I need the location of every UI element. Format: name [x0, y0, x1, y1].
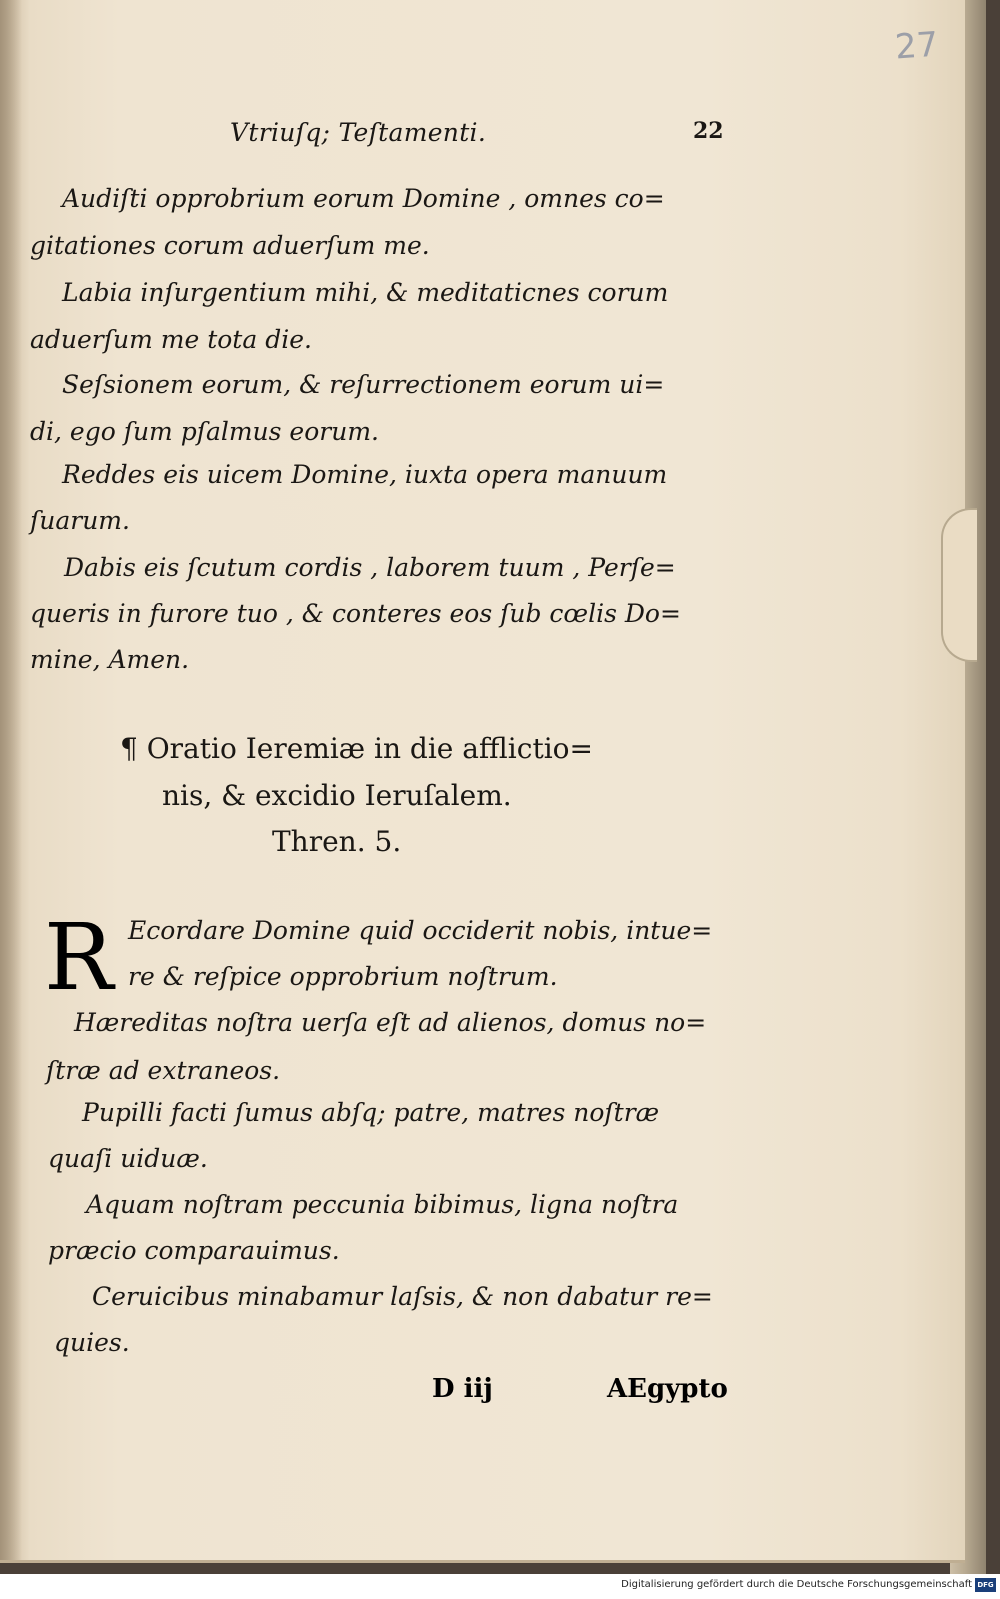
body-line: Reddes eis uicem Domine, iuxta opera manuum: [62, 460, 668, 489]
body-line: mine, Amen.: [30, 645, 190, 674]
body-line: Hæreditas noſtra uerſa eſt ad alienos, domus no=: [74, 1008, 707, 1037]
funding-credit: Digitalisierung gefördert durch die Deutsche Forschungsgemeinschaft: [621, 1579, 972, 1590]
body-line: Ecordare Domine quid occiderit nobis, intue=: [128, 916, 713, 945]
body-line: Audiſti opprobrium eorum Domine , omnes co=: [62, 184, 665, 213]
body-line: Pupilli facti ſumus abſq; patre, matres noſtræ: [82, 1098, 660, 1127]
page-signature-top: 22: [693, 118, 724, 144]
body-line: præcio comparauimus.: [48, 1236, 340, 1265]
spine-shadow: [0, 0, 22, 1560]
credit-bar: [0, 1574, 1000, 1599]
thumb-tab: [941, 508, 977, 662]
body-line: Dabis eis ſcutum cordis , laborem tuum , Perſe=: [64, 553, 676, 582]
body-line: ſuarum.: [30, 506, 130, 535]
dfg-logo: DFG: [975, 1578, 996, 1592]
body-line: aduerſum me tota die.: [30, 325, 312, 354]
body-line: queris in furore tuo , & conteres eos ſub cœlis Do=: [30, 599, 681, 628]
body-line: Ceruicibus minabamur laſsis, & non dabatur re=: [92, 1282, 713, 1311]
body-line: gitationes corum aduerſum me.: [30, 231, 430, 260]
prayer-heading-line-1: ¶ Oratio Ieremiæ in die afflictio=: [120, 732, 593, 765]
body-line: quies.: [54, 1328, 130, 1357]
body-line: Aquam noſtram peccunia bibimus, ligna noſtra: [86, 1190, 679, 1219]
body-line: Labia inſurgentium mihi, & meditaticnes corum: [62, 278, 669, 307]
drop-cap: R: [44, 904, 114, 1011]
running-head: Vtriuſq; Teſtamenti.: [230, 118, 487, 147]
body-line: re & reſpice opprobrium noſtrum.: [128, 962, 558, 991]
body-line: quaſi uiduæ.: [48, 1144, 208, 1173]
prayer-heading-line-3: Thren. 5.: [272, 825, 402, 858]
body-line: ſtræ ad extraneos.: [46, 1056, 281, 1085]
signature-mark: D iij: [432, 1374, 493, 1404]
body-line: di, ego ſum pſalmus eorum.: [30, 417, 379, 446]
folio-number: 27: [893, 24, 940, 68]
body-line: Seſsionem eorum, & reſurrectionem eorum ui=: [62, 370, 665, 399]
prayer-heading-line-2: nis, & excidio Ieruſalem.: [162, 779, 512, 812]
catchword: AEgypto: [607, 1374, 728, 1404]
